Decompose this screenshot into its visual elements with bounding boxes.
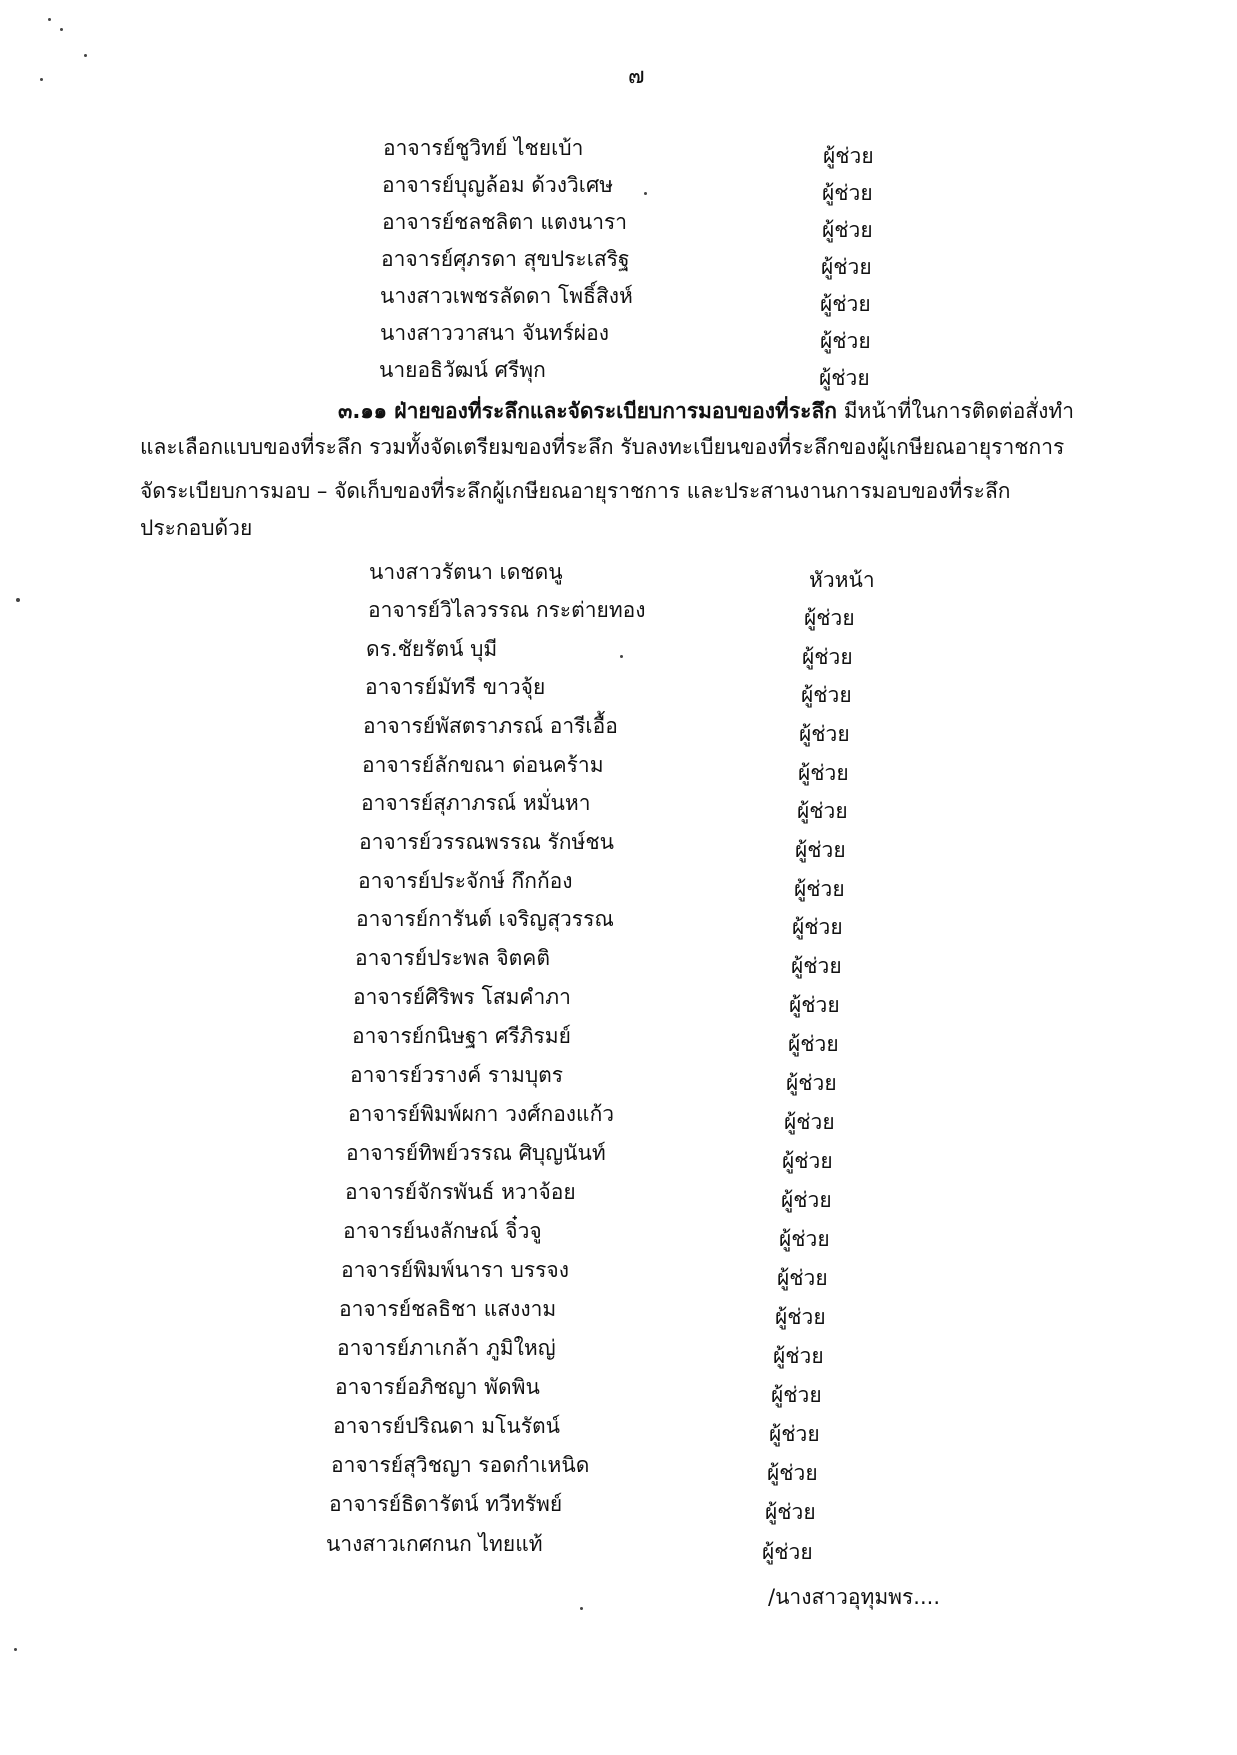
section-line-1-text: มีหน้าที่ในการติดต่อสั่งทำ <box>837 399 1075 423</box>
list-item <box>333 1409 853 1446</box>
member-name: อาจารย์พิมพ์ผกา วงศ์กองแก้ว <box>348 1102 615 1126</box>
member-role: ผู้ช่วย <box>786 1071 837 1095</box>
member-role: ผู้ช่วย <box>782 1149 833 1173</box>
member-name: อาจารย์อภิชญา พัดพิน <box>335 1375 540 1399</box>
member-name: นางสาวรัตนา เดชดนู <box>369 560 563 584</box>
scan-speck <box>40 78 43 81</box>
scan-speck <box>580 1607 583 1610</box>
list-item <box>361 786 881 823</box>
member-name: อาจารย์ธิดารัตน์ ทวีทรัพย์ <box>329 1492 563 1516</box>
member-name: นางสาววาสนา จันทร์ผ่อง <box>380 321 609 345</box>
member-role: ผู้ช่วย <box>775 1305 826 1329</box>
member-name: อาจารย์จักรพันธ์ หวาจ้อย <box>345 1180 576 1204</box>
member-role: ผู้ช่วย <box>822 218 873 242</box>
list-item <box>339 1292 859 1329</box>
scan-speck <box>84 54 87 57</box>
member-role: ผู้ช่วย <box>791 954 842 978</box>
member-role: ผู้ช่วย <box>788 1032 839 1056</box>
list-item <box>350 1058 870 1095</box>
member-role: ผู้ช่วย <box>795 838 846 862</box>
list-item <box>366 632 886 669</box>
list-item <box>369 555 889 592</box>
member-name: อาจารย์วรางค์ รามบุตร <box>350 1063 564 1087</box>
member-role: ผู้ช่วย <box>821 255 872 279</box>
page-number: ๗ <box>628 64 645 89</box>
list-item <box>343 1214 863 1251</box>
scan-speck <box>620 655 623 658</box>
member-role: ผู้ช่วย <box>789 993 840 1017</box>
member-role: ผู้ช่วย <box>819 366 870 390</box>
member-role: ผู้ช่วย <box>781 1188 832 1212</box>
member-role: หัวหน้า <box>809 568 875 592</box>
member-name: นางสาวเพชรลัดดา โพธิ์สิงห์ <box>380 284 633 308</box>
member-role: ผู้ช่วย <box>765 1500 816 1524</box>
member-role: ผู้ช่วย <box>820 329 871 353</box>
member-name: อาจารย์พัสตราภรณ์ อารีเอื้อ <box>363 714 618 738</box>
list-item <box>358 864 878 901</box>
scan-speck <box>60 28 63 31</box>
section-311-line-1 <box>338 392 1074 430</box>
member-role: ผู้ช่วย <box>822 181 873 205</box>
member-role: ผู้ช่วย <box>773 1344 824 1368</box>
list-item <box>346 1136 866 1173</box>
member-name: อาจารย์มัทรี ขาวจุ้ย <box>365 675 546 699</box>
list-item <box>331 1448 851 1485</box>
member-name: อาจารย์ทิพย์วรรณ ศิบุญนันท์ <box>346 1141 606 1165</box>
member-name: นางสาวเกศกนก ไทยแท้ <box>326 1532 543 1556</box>
list-item <box>362 748 882 785</box>
list-item <box>353 980 873 1017</box>
list-item <box>380 279 880 316</box>
section-311-line-3: จัดระเบียบการมอบ – จัดเก็บของที่ระลึกผู้เกษียณอายุราชการ และประสานงานการมอบของที่ระลึก <box>140 479 1011 503</box>
list-item <box>341 1253 861 1290</box>
list-item <box>380 316 880 353</box>
member-role: ผู้ช่วย <box>820 292 871 316</box>
list-item <box>383 131 883 168</box>
list-item <box>382 205 882 242</box>
member-role: ผู้ช่วย <box>767 1461 818 1485</box>
list-item <box>348 1097 868 1134</box>
member-role: ผู้ช่วย <box>794 877 845 901</box>
member-name: อาจารย์ประพล จิตคติ <box>355 946 550 970</box>
list-item <box>356 902 876 939</box>
member-name: อาจารย์ชลธิชา แสงงาม <box>339 1297 557 1321</box>
member-name: อาจารย์ปริณดา มโนรัตน์ <box>333 1414 561 1438</box>
member-name: อาจารย์กนิษฐา ศรีภิรมย์ <box>352 1024 571 1048</box>
member-role: ผู้ช่วย <box>823 144 874 168</box>
list-item <box>337 1331 857 1368</box>
scan-speck <box>644 192 647 195</box>
list-item <box>335 1370 855 1407</box>
member-name: ดร.ชัยรัตน์ บุมี <box>366 637 498 661</box>
member-name: อาจารย์ชลชลิตา แตงนารา <box>382 210 628 234</box>
member-name: อาจารย์ศิริพร โสมคำภา <box>353 985 571 1009</box>
list-item <box>379 353 879 390</box>
member-name: อาจารย์ศุภรดา สุขประเสริฐ <box>381 247 630 271</box>
list-item <box>363 709 883 746</box>
member-role: ผู้ช่วย <box>798 761 849 785</box>
member-role: ผู้ช่วย <box>762 1540 813 1564</box>
member-name: อาจารย์ชูวิทย์ ไชยเบ้า <box>383 136 584 160</box>
list-item <box>381 242 881 279</box>
list-item <box>345 1175 865 1212</box>
member-role: ผู้ช่วย <box>771 1383 822 1407</box>
member-role: ผู้ช่วย <box>802 645 853 669</box>
member-role: ผู้ช่วย <box>801 683 852 707</box>
scan-speck <box>48 18 51 21</box>
list-item <box>355 941 875 978</box>
member-name: อาจารย์ภาเกล้า ภูมิใหญ่ <box>337 1336 556 1360</box>
list-item <box>326 1527 846 1564</box>
member-name: อาจารย์พิมพ์นารา บรรจง <box>341 1258 569 1282</box>
member-role: ผู้ช่วย <box>769 1422 820 1446</box>
scan-speck <box>14 1648 17 1651</box>
list-item <box>368 593 888 630</box>
section-311-line-4: ประกอบด้วย <box>140 516 253 540</box>
continuation-note: /นางสาวอุทุมพร.... <box>768 1585 940 1609</box>
member-role: ผู้ช่วย <box>792 915 843 939</box>
list-item <box>382 168 882 205</box>
member-role: ผู้ช่วย <box>779 1227 830 1251</box>
scan-speck <box>16 598 20 602</box>
member-name: อาจารย์วรรณพรรณ รักษ์ชน <box>359 830 614 854</box>
member-name: อาจารย์สุภาภรณ์ หมั่นหา <box>361 791 591 815</box>
list-item <box>352 1019 872 1056</box>
member-role: ผู้ช่วย <box>804 606 855 630</box>
member-name: อาจารย์วิไลวรรณ กระต่ายทอง <box>368 598 646 622</box>
member-name: อาจารย์สุวิชญา รอดกำเหนิด <box>331 1453 590 1477</box>
member-name: อาจารย์ประจักษ์ กึกก้อง <box>358 869 573 893</box>
member-role: ผู้ช่วย <box>799 722 850 746</box>
list-item <box>329 1487 849 1524</box>
member-name: อาจารย์นงลักษณ์ จิ๋วจู <box>343 1219 542 1243</box>
section-311-line-2: และเลือกแบบของที่ระลึก รวมทั้งจัดเตรียมของที่ระลึก รับลงทะเบียนของที่ระลึกของผู้เกษียณอายุราชการ <box>140 435 1065 459</box>
member-name: นายอธิวัฒน์ ศรีพุก <box>379 358 546 382</box>
list-item <box>359 825 879 862</box>
member-name: อาจารย์การันต์ เจริญสุวรรณ <box>356 907 614 931</box>
member-role: ผู้ช่วย <box>777 1266 828 1290</box>
member-name: อาจารย์บุญล้อม ด้วงวิเศษ <box>382 173 614 197</box>
list-item <box>365 670 885 707</box>
section-heading: ๓.๑๑ ฝ่ายของที่ระลึกและจัดระเบียบการมอบของที่ระลึก <box>338 399 838 423</box>
member-role: ผู้ช่วย <box>784 1110 835 1134</box>
member-name: อาจารย์ลักขณา ด่อนคร้าม <box>362 753 604 777</box>
member-role: ผู้ช่วย <box>797 799 848 823</box>
